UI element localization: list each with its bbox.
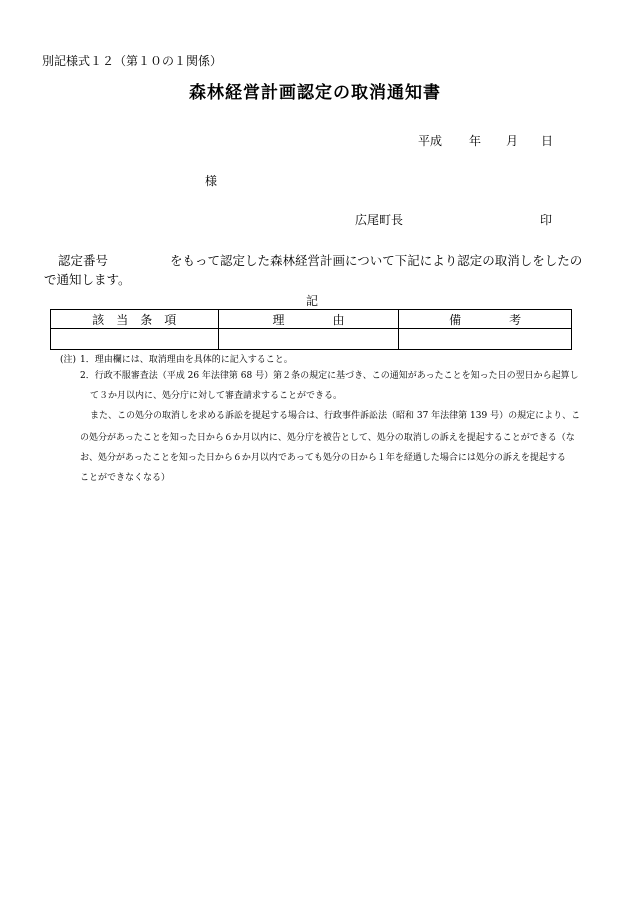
date-year: 年 (469, 134, 482, 148)
issuer: 広尾町長 (355, 213, 404, 227)
note-item-1: 1．理由欄には、取消理由を具体的に記入すること。 (80, 355, 293, 365)
cell-reason[interactable] (218, 329, 399, 350)
header-applicable-clause: 該 当 条 項 (51, 310, 219, 329)
note-item-2-line-4: の処分があったことを知った日から６か月以内に、処分庁を被告として、処分の取消しの訴えを提起することができる（な (80, 433, 575, 443)
note-item-2-line-3: また、この処分の取消しを求める訴訟を提起する場合は、行政事件訴訟法（昭和 37 年法律第 139 号）の規定により、こ (90, 411, 581, 421)
note-item-2-line-5: お、処分があったことを知った日から６か月以内であっても処分の日から１年を経過した場合には処分の訴えを提起する (80, 453, 566, 463)
header-reason: 理 由 (218, 310, 399, 329)
cell-remarks[interactable] (399, 329, 572, 350)
note-item-2-line-1: 2．行政不服審査法（平成 26 年法律第 68 号）第２条の規定に基づき、この通知があったことを知った日の翌日から起算し (80, 371, 579, 381)
table-row (51, 329, 572, 350)
ki-heading: 記 (306, 294, 319, 308)
note-item-2-line-2: て３か月以内に、処分庁に対して審査請求することができる。 (90, 391, 343, 401)
addressee-suffix: 様 (205, 174, 218, 188)
certification-number-label: 認定番号 (58, 253, 109, 268)
date-era: 平成 (418, 134, 443, 148)
notice-table (50, 309, 572, 350)
seal-mark: 印 (540, 213, 553, 227)
header-remarks: 備 考 (399, 310, 572, 329)
note-item-2-line-6: ことができなくなる） (80, 473, 171, 483)
body-line-2: で通知します。 (44, 272, 131, 287)
body-line-1 (58, 251, 582, 269)
cell-applicable-clause[interactable] (51, 329, 219, 350)
form-label: 別記様式１２（第１０の１関係） (42, 54, 223, 68)
body-text-1: をもって認定した森林経営計画について下記により認定の取消しをしたの (170, 253, 583, 268)
table-header-row (51, 310, 572, 329)
page-title: 森林経営計画認定の取消通知書 (189, 83, 441, 103)
date-month: 月 (506, 134, 519, 148)
date-day: 日 (541, 134, 554, 148)
notes-label: (注) (60, 355, 77, 365)
